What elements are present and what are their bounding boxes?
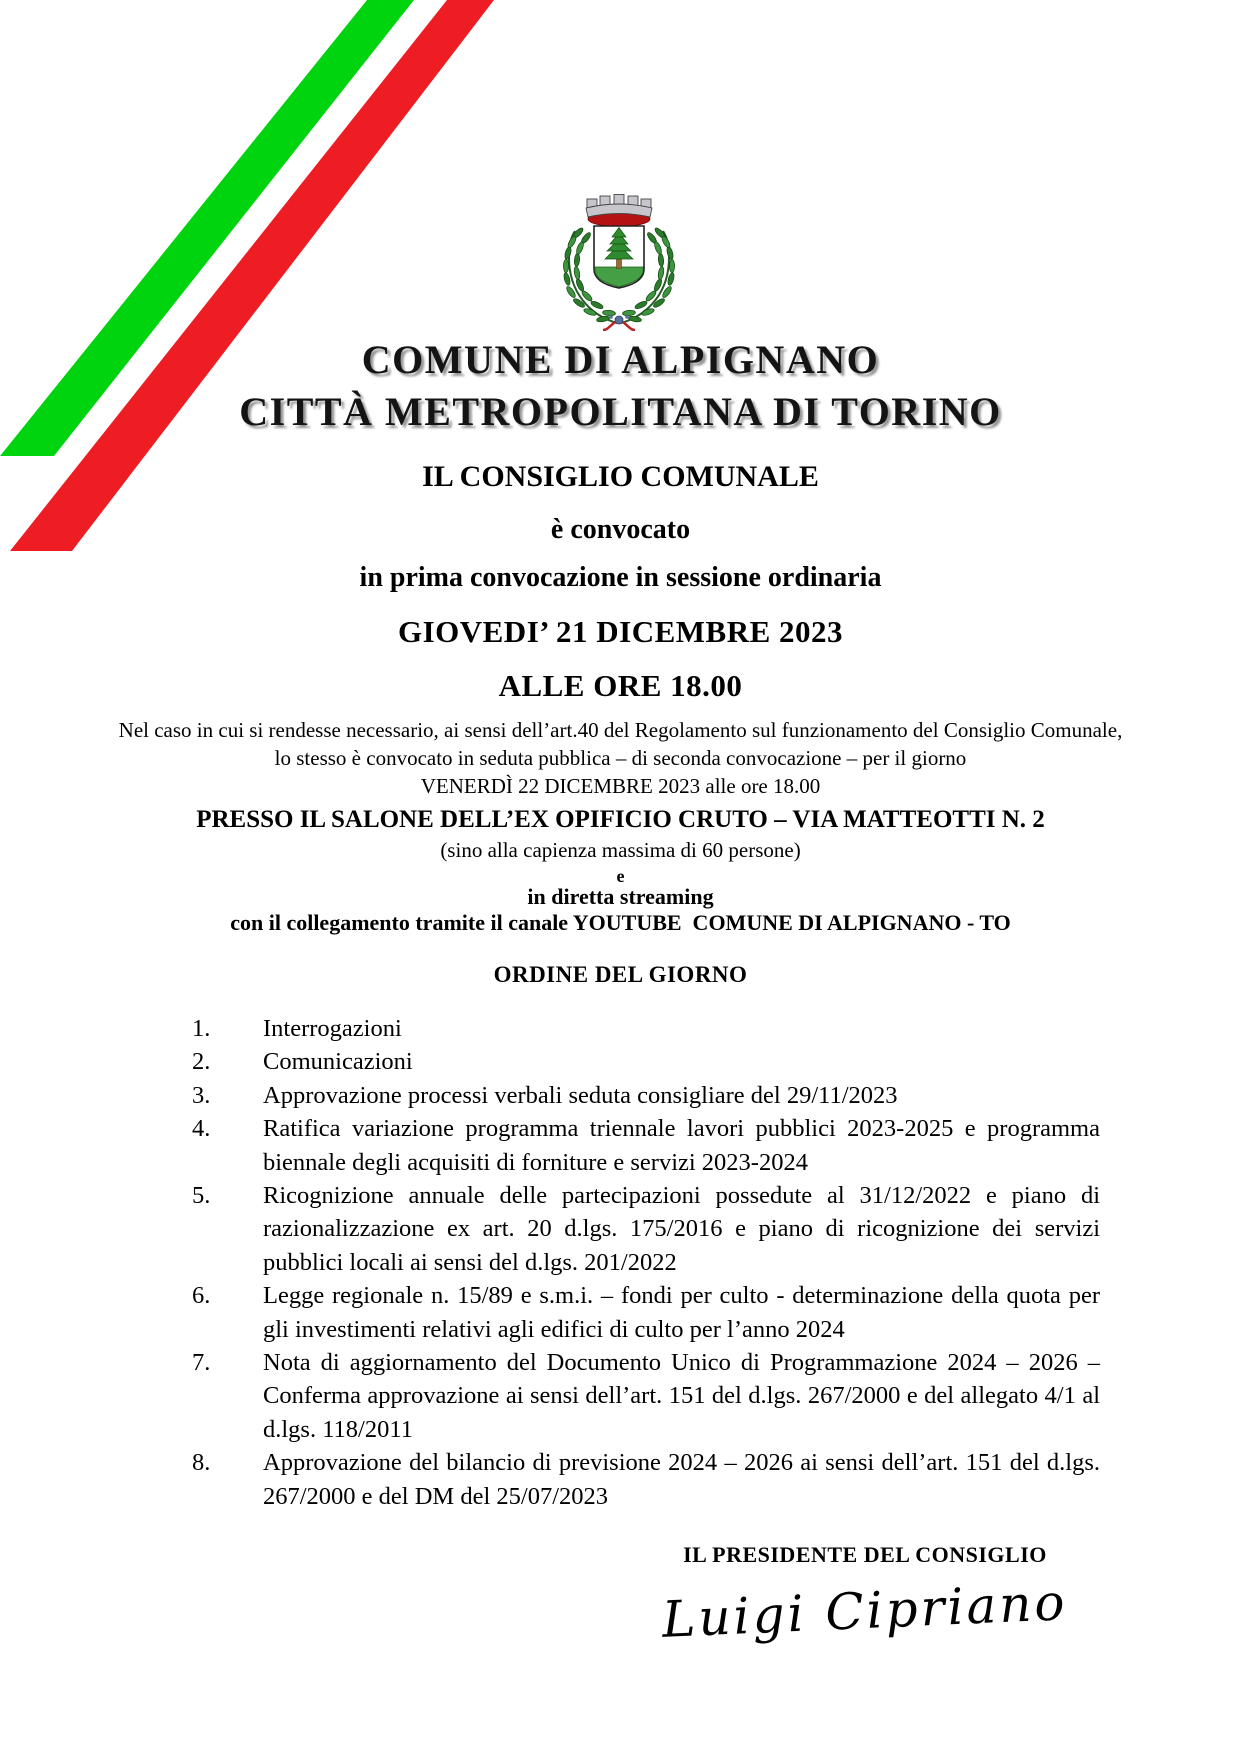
agenda-item: Ratifica variazione programma triennale lavori pubblici 2023-2025 e programma biennale degli acquisiti di forniture e servizi 2023-2024 <box>263 1115 1100 1176</box>
agenda-item: Ricognizione annuale delle partecipazioni possedute al 31/12/2022 e piano di razionalizzazione ex art. 20 d.lgs. 175/2016 e piano di ricognizione dei servizi pubblici locali ai sensi del d.lgs. 201/2022 <box>263 1182 1100 1276</box>
signer-role: IL PRESIDENTE DEL CONSIGLIO <box>683 1542 1047 1567</box>
venue-address: PRESSO IL SALONE DELL’EX OPIFICIO CRUTO – VIA MATTEOTTI N. 2 <box>196 806 1045 833</box>
second-call-paragraph <box>0 716 1241 800</box>
municipality-title: COMUNE DI ALPIGNANO <box>361 337 880 382</box>
alpignano-coat-of-arms-icon <box>557 191 681 331</box>
agenda-item: Nota di aggiornamento del Documento Unico di Programmazione 2024 – 2026 – Conferma approvazione ai sensi dell’art. 151 del d.lgs. 267/2000 e del allegato 4/1 al d.lgs. 118/2011 <box>263 1349 1100 1443</box>
agenda-title: ORDINE DEL GIORNO <box>493 962 748 987</box>
metropolitan-city-subtitle: CITTÀ METROPOLITANA DI TORINO <box>239 389 1002 434</box>
second-call-line2: lo stesso è convocato in seduta pubblica – di seconda convocazione – per il giorno <box>274 746 967 770</box>
agenda-item: Approvazione processi verbali seduta consigliare del 29/11/2023 <box>263 1081 898 1109</box>
signature-handwriting: Luigi Cipriano <box>661 1573 1069 1649</box>
agenda-item: Interrogazioni <box>263 1015 402 1042</box>
council-heading: IL CONSIGLIO COMUNALE <box>422 460 819 493</box>
agenda-item: Approvazione del bilancio di previsione 2024 – 2026 ai sensi dell’art. 151 del d.lgs. 267/2000 e del DM del 25/07/2023 <box>263 1449 1100 1510</box>
second-call-line1: Nel caso in cui si rendesse necessario, ai sensi dell’art.40 del Regolamento sul funzionamento del Consiglio Comunale, <box>118 718 1123 742</box>
convened-text: è convocato <box>550 514 691 545</box>
meeting-date: GIOVEDI’ 21 DICEMBRE 2023 <box>397 614 844 649</box>
first-call-text: in prima convocazione in sessione ordinaria <box>359 562 882 593</box>
meeting-time: ALLE ORE 18.00 <box>498 668 743 703</box>
streaming-text: in diretta streaming <box>527 884 714 909</box>
second-call-line3: VENERDÌ 22 DICEMBRE 2023 alle ore 18.00 <box>420 774 821 798</box>
conjunction-e: e <box>616 866 625 886</box>
agenda-item: Legge regionale n. 15/89 e s.m.i. – fondi per culto - determinazione della quota per gli investimenti relativi agli edifici di culto per l’anno 2024 <box>263 1282 1100 1343</box>
venue-capacity: (sino alla capienza massima di 60 persone) <box>440 838 801 862</box>
youtube-channel-text: con il collegamento tramite il canale YOUTUBE COMUNE DI ALPIGNANO - TO <box>230 910 1011 935</box>
shield <box>594 226 644 288</box>
agenda-item: Comunicazioni <box>263 1048 413 1076</box>
signature-block <box>650 1542 1080 1649</box>
mural-crown <box>586 195 652 227</box>
agenda-list <box>192 1012 1100 1513</box>
